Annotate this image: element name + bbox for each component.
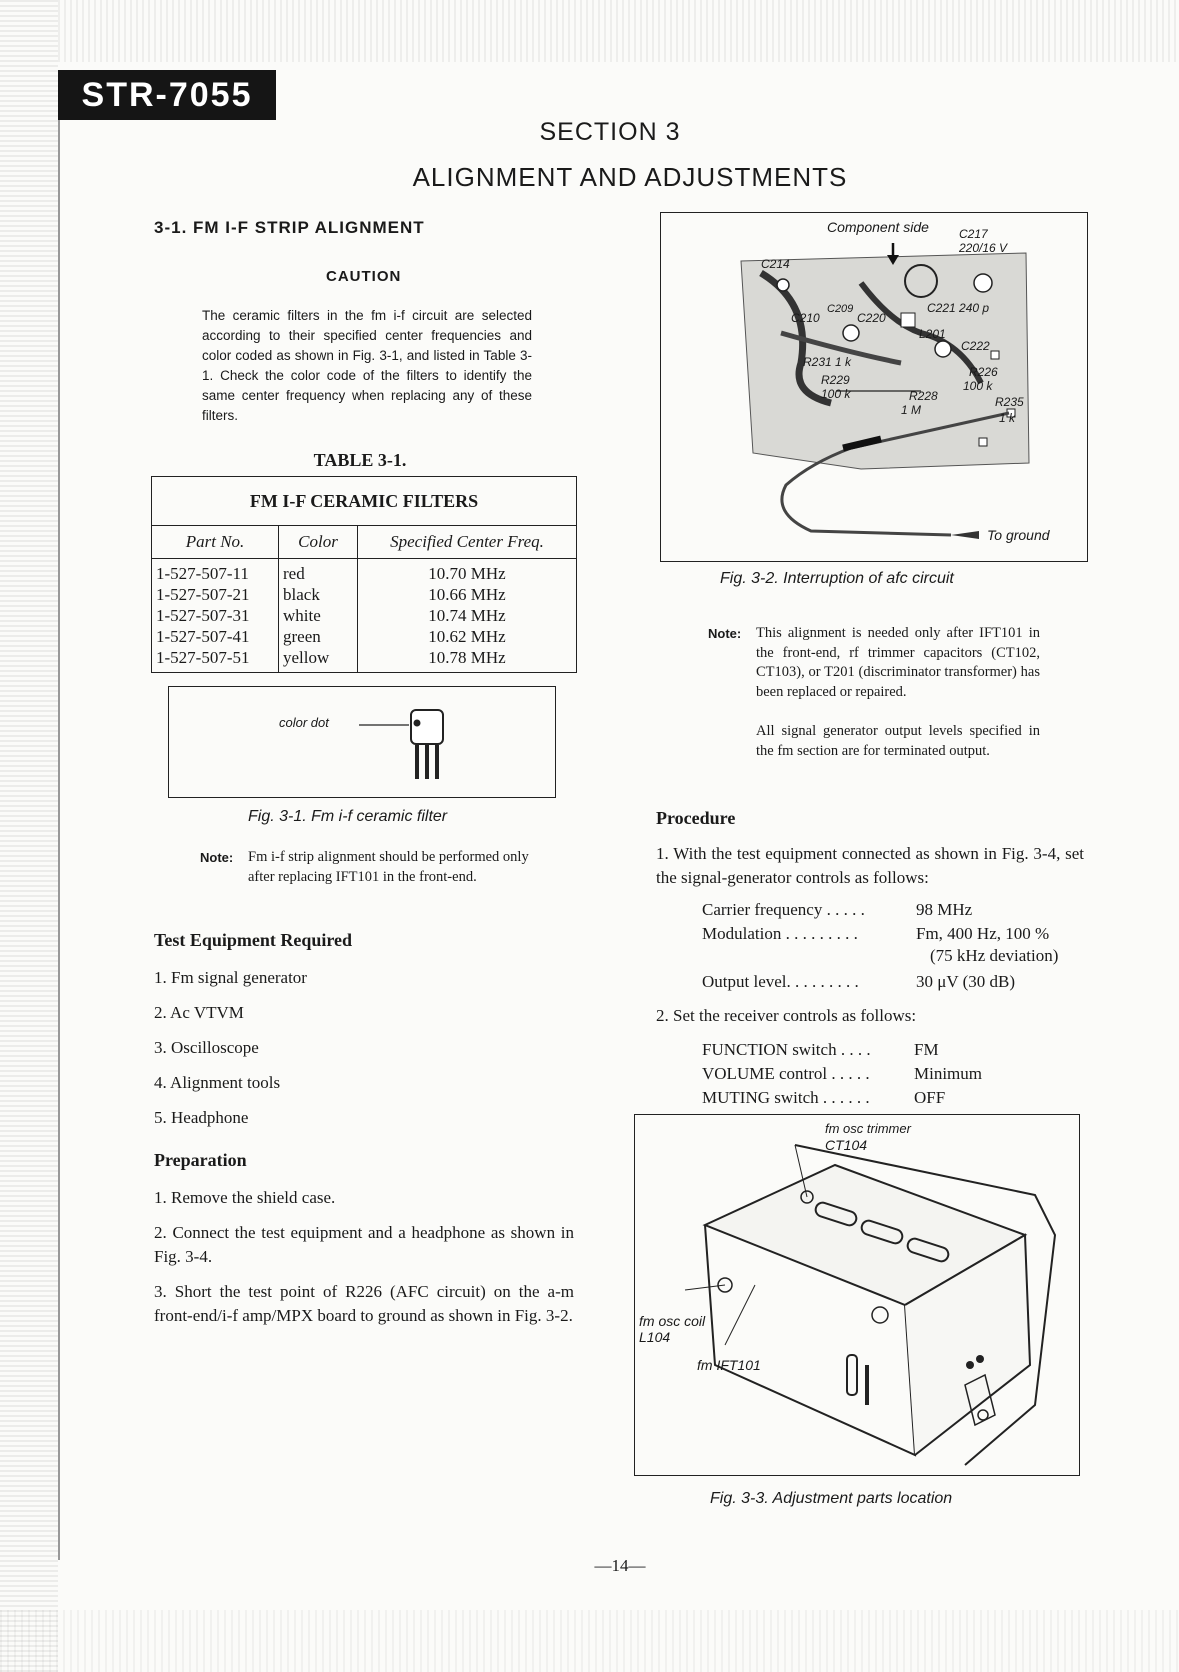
- sg-setting-name: Output level. . . . . . . . .: [702, 972, 859, 991]
- note-1-text: Fm i-f strip alignment should be performed only after replacing IFT101 in the front-end.: [248, 849, 529, 885]
- rx-setting-value: FM: [914, 1040, 939, 1059]
- ceramic-filter-drawing: [359, 705, 459, 795]
- r231-label: R231 1 k: [803, 355, 852, 369]
- fig-3-3-box: [634, 1114, 1080, 1476]
- fig-3-1-box: [168, 686, 556, 798]
- note-2-label: Note:: [708, 626, 742, 641]
- r226-value: 100 k: [963, 379, 993, 393]
- cell-part: 1-527-507-31: [152, 605, 279, 626]
- preparation-heading: Preparation: [154, 1150, 247, 1170]
- rx-setting-value: OFF: [914, 1088, 946, 1107]
- ceramic-filter-table: [151, 476, 577, 673]
- cell-part: 1-527-507-21: [152, 584, 279, 605]
- cell-color: yellow: [279, 647, 358, 673]
- table-row: [152, 559, 577, 585]
- col-header-freq: Specified Center Freq.: [358, 526, 577, 559]
- prep-item: 2. Connect the test equipment and a headphone as shown in Fig. 3-4.: [154, 1223, 574, 1266]
- c217-label: C217: [959, 227, 988, 241]
- c210-label: C210: [791, 311, 820, 325]
- cell-color: black: [279, 584, 358, 605]
- cell-part: 1-527-507-11: [152, 559, 279, 585]
- col-header-color: Color: [279, 526, 358, 559]
- page-number: —14—: [594, 1556, 646, 1575]
- table-caption: TABLE 3-1.: [313, 450, 407, 470]
- front-end-chassis-drawing: [635, 1115, 1079, 1475]
- sg-setting-value: 98 MHz: [916, 900, 973, 919]
- r235-label: R235: [995, 395, 1024, 409]
- scan-edge-top: [58, 0, 1179, 62]
- table-title: FM I-F CERAMIC FILTERS: [152, 477, 577, 526]
- cell-freq: 10.70 MHz: [358, 559, 577, 585]
- sg-setting-value: 30 μV (30 dB): [916, 972, 1015, 991]
- r226-label: R226: [969, 365, 998, 379]
- col-header-part: Part No.: [152, 526, 279, 559]
- note-2-text-1: This alignment is needed only after IFT101 in the front-end, rf trimmer capacitors (CT102, CT103), or T201 (discriminator transformer) has been replaced or repaired.: [756, 625, 1040, 700]
- r228-label: R228: [909, 389, 938, 403]
- section-subtitle: ALIGNMENT AND ADJUSTMENTS: [412, 162, 848, 192]
- fig-3-1-caption: Fig. 3-1. Fm i-f ceramic filter: [248, 808, 448, 825]
- fm-ift101-label: fm IFT101: [697, 1357, 761, 1373]
- rx-setting-name: FUNCTION switch . . . .: [702, 1040, 871, 1059]
- note-2-text-2: All signal generator output levels specified in the fm section are for terminated output.: [756, 723, 1040, 759]
- note-1-label: Note:: [200, 850, 234, 865]
- cell-color: green: [279, 626, 358, 647]
- caution-body: The ceramic filters in the fm i-f circuit are selected according to their specified center frequencies and color coded as shown in Fig. 3-1, and listed in Table 3-1. Check the color code of the filters to identify the same center frequency when replacing any of these filters.: [202, 308, 532, 423]
- sg-setting-value: Fm, 400 Hz, 100 %: [916, 924, 1050, 943]
- component-side-label: Component side: [827, 219, 929, 235]
- table-row: [152, 584, 577, 605]
- cell-freq: 10.74 MHz: [358, 605, 577, 626]
- rx-setting-name: VOLUME control . . . . .: [702, 1064, 870, 1083]
- rx-setting-name: MUTING switch . . . . . .: [702, 1088, 870, 1107]
- r235-value: 1 k: [999, 411, 1016, 425]
- procedure-heading: Procedure: [656, 808, 736, 828]
- cell-color: white: [279, 605, 358, 626]
- test-equipment-heading: Test Equipment Required: [154, 930, 353, 950]
- procedure-step-2: 2. Set the receiver controls as follows:: [656, 1006, 917, 1025]
- fig-3-2-caption: Fig. 3-2. Interruption of afc circuit: [720, 570, 954, 587]
- cell-freq: 10.78 MHz: [358, 647, 577, 673]
- prep-item: 3. Short the test point of R226 (AFC circuit) on the a-m front-end/i-f amp/MPX board to ground as shown in Fig. 3-2.: [154, 1282, 574, 1325]
- to-ground-label: To ground: [987, 527, 1050, 543]
- prep-item: 1. Remove the shield case.: [154, 1188, 336, 1207]
- table-row: [152, 647, 577, 673]
- test-item: 4. Alignment tools: [154, 1073, 281, 1092]
- c209-label: C209: [827, 303, 854, 315]
- c214-label: C214: [761, 257, 790, 271]
- c217-value: 220/16 V: [959, 241, 1008, 255]
- ct104-label: CT104: [825, 1137, 868, 1153]
- caution-title: CAUTION: [326, 268, 402, 285]
- c222-label: C222: [961, 339, 990, 353]
- c221-label: C221 240 p: [927, 301, 990, 315]
- cell-part: 1-527-507-41: [152, 626, 279, 647]
- cell-freq: 10.62 MHz: [358, 626, 577, 647]
- scan-edge-bottom: [0, 1610, 1179, 1672]
- cell-color: red: [279, 559, 358, 585]
- r229-value: 100 k: [821, 387, 851, 401]
- rx-setting-value: Minimum: [914, 1064, 983, 1083]
- margin-line: [58, 120, 60, 1560]
- c220-label: C220: [857, 311, 886, 325]
- fm-osc-coil-label: fm osc coil: [639, 1313, 706, 1329]
- test-item: 5. Headphone: [154, 1108, 249, 1127]
- fm-osc-trimmer-label: fm osc trimmer: [825, 1121, 911, 1136]
- procedure-step-1: 1. With the test equipment connected as shown in Fig. 3-4, set the signal-generator controls as follows:: [656, 844, 1084, 887]
- table-row: [152, 605, 577, 626]
- sg-setting-name: Modulation . . . . . . . . .: [702, 924, 858, 943]
- test-item: 2. Ac VTVM: [154, 1003, 244, 1022]
- afc-circuit-board-drawing: [661, 213, 1087, 561]
- color-dot-label: color dot: [279, 715, 329, 730]
- r228-value: 1 M: [901, 403, 922, 417]
- section-title: SECTION 3: [539, 118, 681, 146]
- fig-3-2-box: [660, 212, 1088, 562]
- cell-freq: 10.66 MHz: [358, 584, 577, 605]
- sg-setting-name: Carrier frequency . . . . .: [702, 900, 865, 919]
- fig-3-3-caption: Fig. 3-3. Adjustment parts location: [710, 1490, 953, 1507]
- table-row: [152, 626, 577, 647]
- l201-label: L201: [919, 327, 946, 341]
- cell-part: 1-527-507-51: [152, 647, 279, 673]
- heading-3-1: 3-1. FM I-F STRIP ALIGNMENT: [154, 218, 425, 237]
- test-item: 1. Fm signal generator: [154, 968, 307, 987]
- sg-setting-value: (75 kHz deviation): [930, 946, 1059, 965]
- model-badge: STR-7055: [58, 70, 276, 120]
- scan-edge-left: [0, 0, 58, 1672]
- test-item: 3. Oscilloscope: [154, 1038, 259, 1057]
- l104-label: L104: [639, 1329, 671, 1345]
- r229-label: R229: [821, 373, 850, 387]
